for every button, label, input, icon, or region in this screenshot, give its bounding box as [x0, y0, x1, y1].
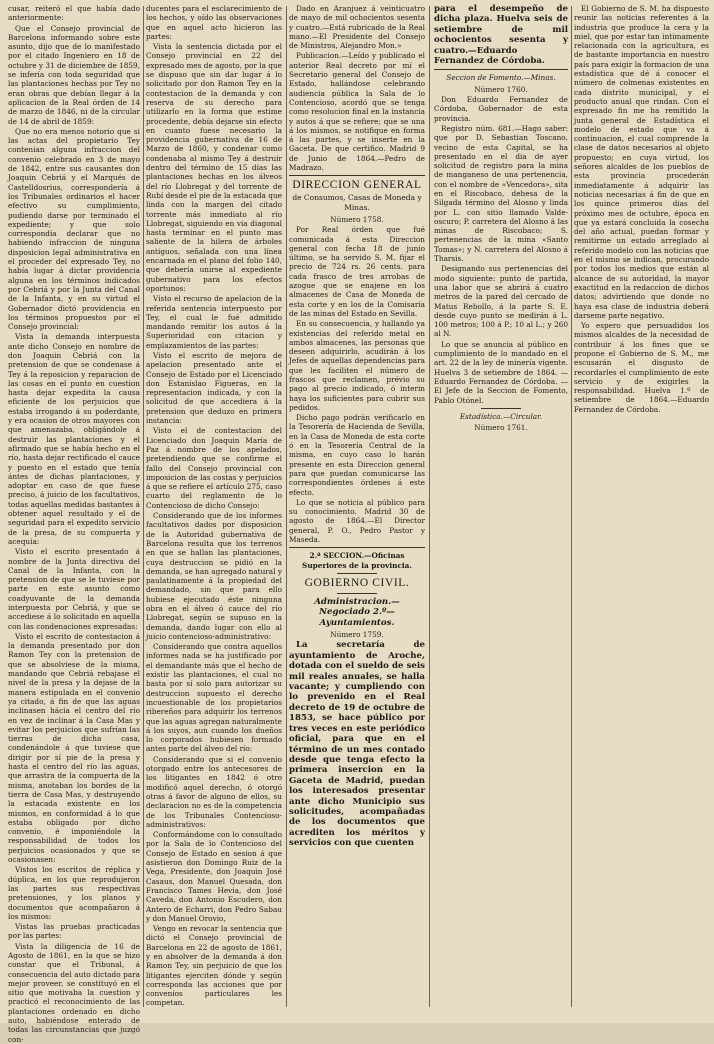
paragraph: Conformándome con lo consultado por la Sala de lo Contencioso del Consejo de Estado en sesion á que asistieron don Domingo Ruiz de la Vega, Presidente, don Joaquin José Casaus, don Manuel Quesada, don Francisco Tames Hevia, don José Caveda, don Antonio Escudero, don Antero de Echarri, don Pedro Sabau y don Manuel Orovio, [146, 830, 282, 923]
notice-number: Número 1761. [474, 423, 528, 433]
section-heading: GOBIERNO CIVIL. [304, 576, 410, 589]
paragraph: Visto el escrito de mejora de apelacion presentado ante el Consejo de Estado por el Licenciado don Estanislao Figueras, en la representacion indicada, y con la solicitud de que accediera á la pretension que deduzo en primera instancia: [146, 350, 282, 426]
paragraph: Que el Consejo provincial de Barcelona informando sobre este asunto, dijo que de lo manifestado por el citado Ingeniero en 18 de octubre y 31 de diciembre de 1859, se infería con toda seguridad que las plantaciones hechas por Tey no eran obras que debían llegar á la aplicacion de la Real órden de 14 de marzo de 1846, ni de la circular de 14 de abril de 1859: [8, 23, 140, 126]
paragraph: Considerando que si el convenio otorgado entre los antecesores de los litigantes en 1842 ó otro modificó aquel derecho, ó otorgó otras á favor de alguno de ellos, su declaracion no es de la competencia de los Tribunales Contencioso-administrativos: [146, 754, 282, 829]
section-label: Estadística.—Circular. [459, 411, 543, 421]
divider [337, 573, 377, 574]
notice-number: Número 1759. [330, 630, 384, 640]
paragraph: Vista la demanda interpuesta ante dicho Consejo en nombre de don Joaquin Cebriá con la pretension de que se condenase á Tey á la reposicion y reparacion de las cosas en el punto en cuestion hasta dejar expedita la causa eficiente de los perjuicios que estaba irrogando á su poderdante, y era ocasion de otros mayores con que amenazaba, obligándole á destruir las plantaciones y el afirmado que se había hecho en el río, hasta dejar rectificado el cauce y puesto en el estado que tenía ántes de dichas plantaciones, y adoptar en caso de que fuese preciso, á juicio de los facultativos, todas aquellas medidas bastantes á obtener aquel resultado y el de seguridad para el expedito servicio de la presa, de su compuerta y acequia: [8, 332, 140, 546]
section-label: Seccion de Fomento.—Minas. [446, 73, 556, 83]
paragraph: Vista la sentencia dictada por el Consejo provincial en 22 del expresado mes de agosto, por la que se dispuso que sin dar lugar á lo solicitado por don Ramon Tey en la contestacion de la demanda y con reserva de su derecho para utilizarlo en la forma que estime procedente, debía dejarse sin efecto en cuanto fuese necesario la providencia gubernativa de 16 de Marzo de 1860, y condenar como condenaba al mismo Tey á destruir dentro del término de 15 días las plantaciones hechas en los álveos del río Llobregat y del torrente de Rubí desde el pie de la estacada que linda con la margen del citado torrente más inmediato al río Llobregat, siguiendo en via diagonal hasta terminar en el punto mas saliente de la hilera de árboles antiguos, señalada con una línea encarnada en el plano del folio 140, que debería unirse al expediente gubernativo para los efectos oportunos: [146, 42, 282, 293]
column-rule [286, 6, 287, 1007]
paragraph: Visto el de contestacion del Licenciado don Joaquin María de Paz á nombre de los apelados, pretendiendo que se confirme el fallo del Consejo provincial con imposicion de las costas y perjuicios á que se refiere el artículo 275, caso cuarto del reglamento de lo Contencioso de dicho Consejo: [146, 426, 282, 510]
divider [337, 593, 377, 594]
divider [289, 547, 425, 548]
paragraph: Dado en Aranjuez á veinticuatro de mayo de mil ochocientos sesenta y cuatro.—Está rubricado de la Real mano.—El Presidente del Consejo de Ministros, Alejandro Mon.» [289, 4, 425, 51]
column-rule [143, 6, 144, 1007]
paragraph: Lo que se anuncia al público en cumplimiento de lo mandado en el art. 22 de la ley de minería vigente. Huelva 3 de setiembre de 1864. —Eduardo Fernandez de Córdoba. —El Jefe de la Seccion de Fomento, Pablo Otónel. [434, 339, 568, 405]
notice-number: Número 1760. [474, 84, 528, 94]
divider [481, 408, 521, 409]
paragraph: Visto el escrito de contestacion á la demanda presentado por don Ramon Tey con la pretension de que se absolviese de la misma, mandando que Cebriá rebajase el nivel de la presa y la dejase de la manera estipulada en el convenio ya citado, á fin de que las aguas inclinasen hácia el centro del río en vez de inclinar á la Casa Mas y evitar los perjuicios que sufrían las tierras de dicha casa, condenándole á que tuviese que dirigir por sí pie de la presa y hasta el centro del río las aguas, que arrastra de la compuerta de la misma, anotaban los bordes de la tierra de Casa Mas, y destruyendo la estacada existente en los mismos, en conformidad á lo que estaba obligado por dicho convenio, é imponiéndole la responsabilidad de todos los perjuicios ocasionados y que se ocasionasen: [8, 631, 140, 865]
subsection-label: Administracion.—Negociado 2.º—Ayuntamientos. [314, 596, 400, 628]
column-rule [571, 6, 572, 1007]
paragraph: Vistas las pruebas practicadas por las partes: [8, 922, 140, 941]
paragraph: Considerando que de los informes facultativos dados por disposicion de la Autoridad gubernativa de Barcelona resulta que los terrenos en que se hallan las plantaciones, cuya destruccion se pidió en la demanda, se han agregado natural y paulatinamente á la propiedad del demandado, sin que para ello hubiese ejecutado éste ninguna obra en el álveo ó cauce del río Llobregat, según se supuso en la demanda, dando lugar con ello al juicio contencioso-administrativo: [146, 511, 282, 641]
notice-number: Número 1758. [330, 214, 384, 224]
paragraph: Vista la diligencia de 16 de Agosto de 1861, en la que se hizo constar que el Tribunal, á consecuencia del auto dictado para mejor proveer, se constituyó en el sitio que motivaba la cuestion y practicó el reconocimiento de las plantaciones ordenado en dicho auto, habiéndose enterado de todas las circunstancias que juzgó con- [8, 941, 140, 1044]
paragraph: Designando sus pertenencias del modo siguiente: punto de partida, una labor que se abrirá á cuatro metros de la pared del cercado de Matus Rebollo, á la parte S. E. desde cuyo punto se medirán á L. 100 metros; 100 á P.; 10 al L.; y 260 al N. [434, 264, 568, 339]
paragraph: Visto el recurso de apelacion de la referida sentencia interpuesto por Tey, el cual le fué admitido mandando remitir los autos á la Superioridad con citacion y emplazamientos de las partes: [146, 294, 282, 350]
column-5 [574, 4, 709, 1011]
column-2 [146, 4, 282, 1011]
paragraph: para el desempeño de dicha plaza. Huelva seis de setiembre de mil ochocientos sesenta y cuatro.—Eduardo Fernandez de Córdoba. [434, 4, 568, 67]
paragraph: El Gobierno de S. M. ha dispuesto reunir las noticias referentes á la industria que produce la cera y la miel, que por estar tan intimamente relacionada con la agricultura, es de bastante importancia en nuestro país para exigir la formacion de una estadística que dé á conocer el número de colmenas existentes en cada distrito municipal, y el producto anual que rindan. Con el expresado fin me ha remitido la junta general de Estadística el modelo de estado que va á continuacion, el cual comprende la clase de datos necesarios al objeto propuesto; en cuya virtud, los señores alcaldes de los pueblos de esta provincia procederán inmediatamente á adquirir las noticias necesarias á fin de que en los quince primeros dias del próximo mes de octubre, época en que ya estará concluida la cosecha del año actual, puedan formar y remitirme un estado arreglado al referido modelo con las noticias que en el mismo se indican, procurando por todos los medios que están al alcance de su autoridad, la mayor exactitud en la redaccion de dichos datos; advirtiendo que donde no haya esa clase de industria deberá darseme parte negativo. [574, 4, 709, 320]
paragraph: Por Real órden que fué comunicada á esta Direccion general con fecha 18 de junio último, se ha servido S. M. fijar el precio de 724 rs. 26 cents. para cada frasco de tres arrobas de azogue que se enajene en los almacenes de Casa de Moneda de esta corte y en los de la Comisaría de las minas del Estado en Sevilla. [289, 225, 425, 318]
paragraph: Vistos los escritos de réplica y dúplica, en los que reprodujeron las partes sus respectivas pretensiones, y los planos y documentos que acompañaron á los mismos: [8, 865, 140, 921]
paragraph: Registro núm. 681.—Hago saber: que por D. Sebastian Toscano, vecino de esta Capital, se ha presentado en el dia de ayer solicitud de registro para la mina de manganeso de una pertenencia, con el nombre de «Vencedora», sita en el Riscobaco, dehesa de la Silgada término del Alosno y linda por L. con sitio llamado Valde-oscuro; P. carretera del Alosno á las minas de Riscobaco; S. pertenencias de la mina «Santo Tomas»; y N. carretera del Alosno á Tharsis. [434, 123, 568, 264]
section-label: 2.ª SECCION.—Oficinas Superiores de la provincia. [302, 551, 412, 570]
paragraph: La secretaría de ayuntamiento de Aroche, dotada con el sueldo de seis mil reales anuales, se halla vacante; y cumpliendo con lo prevenido en el Real decreto de 19 de octubre de 1853, se hace público por tres veces en este periódico oficial, para que en el término de un mes contado desde que tenga efecto la primera insercion en la Gaceta de Madrid, puedan los interesados presentar ante dicho Municipio sus solicitudes, acompañadas de los documentos que acrediten los méritos y servicios con que cuenten [289, 640, 425, 849]
column-4 [434, 4, 568, 1011]
paragraph: Don Eduardo Fernandez de Córdoba, Gobernador de esta provincia. [434, 95, 568, 123]
paragraph: Vengo en revocar la sentencia que dictó el Consejo provincial de Barcelona en 22 de agosto de 1861, y en absolver de la demanda á don Ramon Tey, sin perjuicio de que los litigantes ejerciten dónde y según corresponda las acciones que por convenios particulares les competan. [146, 924, 282, 1008]
divider [289, 175, 425, 176]
paragraph: Lo que se noticia al público para su conocimiento. Madrid 30 de agosto de 1864.—El Director general, P. O., Pedro Pastor y Maseda. [289, 497, 425, 545]
column-1 [8, 4, 140, 1044]
column-3 [289, 4, 425, 1011]
paragraph: Que no era menos notorio que si las actas del propietario Tey contenian alguna infraccion del convenio celebrado en 3 de mayo de 1842, entre sus causantes don Joaquin Cebriá y el Marqués de Castelldosrius, correspondería á los Tribunales ordinarios el hacer efectivo su cumplimiento, pudiendo darse por terminado el expediente; y que solo correspondía declarar que no habiendo infraccion de ninguna disposicion legal administrativa en el proceder del expresado Tey, no había lugar á dictar providencia alguna en los términos indicados por Cebriá y por la Junta del Canal de la Infanta, y en su virtud el Gobernador dictó providencia en los términos propuestos por el Consejo provincial: [8, 126, 140, 332]
paragraph: Yo espero que persuadidos los mismos alcaldes de la necesidad de contribuir á los fines que se propone el Gobierno de S. M., me escusarán el disgusto de recordarles el cumplimiento de este servicio y de exigirles la responsabilidad. Huelva 1.º de setiembre de 1864.—Eduardo Fernandez de Córdoba. [574, 321, 709, 414]
paragraph: En su consecuencia, y hallando ya existencias del referido metal en ambos almacenes, las personas que deseen adquirirlo, acudirán á los Jefes de aquellas dependencias para que les faciliten el número de frascos que reclamen, prévio su pago al precio indicado, ó interin haya los suficientes para cubrir sus pedidos. [289, 319, 425, 412]
section-subheading: de Consumos, Casas de Moneda y Minas. [292, 193, 422, 212]
paragraph: Publicacion.—Leído y publicado el anterior Real decreto por mí el Secretario general del Consejo de Estado, hallándose celebrando audiencia pública la Sala de lo Contencioso, acordó que se tenga como resolucion final en la instancia y autos á que se refiere; que se una á los mismos, se notifique en forma á las partes, y se inserte en la Gaceta. De que certifico. Madrid 9 de Junio de 1864.—Pedro de Madrazo. [289, 51, 425, 173]
column-rule [429, 6, 430, 1007]
paragraph: Dicho pago podrán verificarlo en la Tesorería de Hacienda de Sevilla, en la Casa de Moneda de esta corte ó en la Tesorería Central de la misma, en cuyo caso lo harán presente en esta Direccion general para que puedan comunicarse las correspondientes órdenes á este efecto. [289, 413, 425, 497]
paragraph: cusar, reiteró el que había dado anteriormente: [8, 4, 140, 23]
divider [434, 69, 568, 70]
paragraph: Considerando que contra aquellos informes nada se ha justificado por el demandante más que el hecho de existir las plantaciones, el cual no basta por sí solo para autorizar su destruccion supuesto el derecho incuestionable de los propietarios ribereños para adquirir los terrenos que las aguas agregan naturalmente á los suyos, aun cuando los dueños lo corporados hubiesen formado antes parte del álveo del río: [146, 642, 282, 754]
paragraph: Visto el escrito presentado á nombre de la Junta directiva del Canal de la Infanta, con la pretension de que se le tuviese por parte en este asunto como coadyuvante de la demanda interpuesta por Cebriá, y que se accediese á lo solicitado en aquella con las condenaciones expresadas: [8, 547, 140, 631]
section-heading: DIRECCION GENERAL [292, 179, 422, 192]
paragraph: ducentes para el esclarecimiento de los hechos, y oído las observaciones que en aquel acto hicieron las partes: [146, 4, 282, 41]
